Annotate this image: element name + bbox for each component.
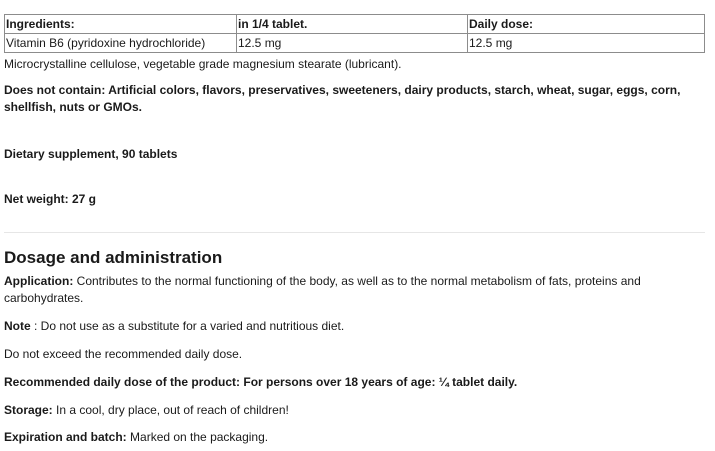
storage-label: Storage:	[4, 403, 53, 417]
dosage-title: Dosage and administration	[4, 248, 223, 267]
note-label: Note	[4, 319, 31, 333]
application-paragraph	[4, 273, 694, 307]
storage-paragraph	[4, 402, 289, 419]
note-text: : Do not use as a substitute for a varied and nutritious diet.	[30, 319, 345, 333]
expiration-text: Marked on the packaging.	[126, 430, 269, 444]
application-text: Contributes to the normal functioning of the body, as well as to the normal metabolism of fats, proteins and carbohydrates.	[4, 274, 641, 305]
exceed-warning: Do not exceed the recommended daily dose.	[4, 347, 243, 361]
ingredients-table	[4, 14, 705, 53]
product-info	[4, 14, 705, 444]
net-weight-text: Net weight: 27 g	[4, 192, 97, 206]
supplement-text: Dietary supplement, 90 tablets	[4, 147, 178, 161]
ingredient-per-quarter: 12.5 mg	[237, 34, 468, 53]
recommended-dose: Recommended daily dose of the product: For persons over 18 years of age: ¼ tablet daily.	[4, 375, 518, 389]
section-divider	[4, 232, 705, 233]
storage-text: In a cool, dry place, out of reach of children!	[52, 403, 289, 417]
ingredients-table-header	[5, 15, 705, 34]
header-ingredients: Ingredients:	[5, 15, 237, 34]
header-daily-dose: Daily dose:	[468, 15, 705, 34]
ingredient-name: Vitamin B6 (pyridoxine hydrochloride)	[5, 34, 237, 53]
excipients-text: Microcrystalline cellulose, vegetable grade magnesium stearate (lubricant).	[4, 57, 402, 71]
ingredient-daily: 12.5 mg	[468, 34, 705, 53]
table-row	[5, 34, 705, 53]
header-per-quarter-tablet: in 1/4 tablet.	[237, 15, 468, 34]
expiration-paragraph	[4, 429, 268, 446]
does-not-contain-text: Does not contain: Artificial colors, flavors, preservatives, sweeteners, dairy products, starch, wheat, sugar, eggs, corn, shellfish, nuts or GMOs.	[4, 83, 681, 114]
expiration-label: Expiration and batch:	[4, 430, 127, 444]
note-paragraph	[4, 318, 344, 335]
application-label: Application:	[4, 274, 74, 288]
